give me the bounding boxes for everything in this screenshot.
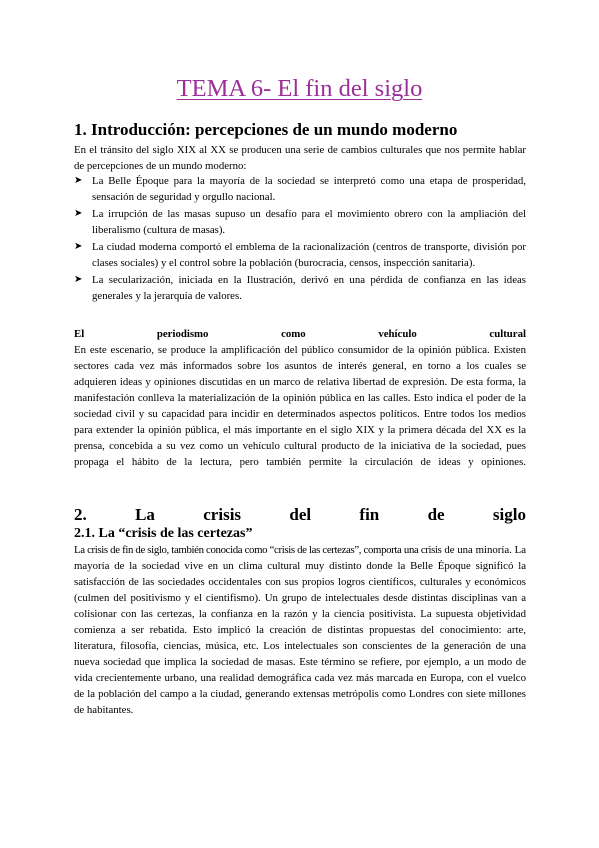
list-item: ➤ La secularización, iniciada en la Ilustración, derivó en una pérdida de confianza en las ideas generales y la jerarquía de valores. — [74, 274, 526, 302]
section-2-1-first-sentence: La crisis de fin de siglo, también conocida como “crisis de las certezas”, comporta una crisis — [74, 544, 442, 556]
arrowhead-bullet-icon: ➤ — [74, 175, 83, 186]
periodismo-paragraph: En este escenario, se produce la amplificación del público consumidor de la opinión pública. Existen sectores cada vez más informados sobre los asuntos de interés general, en torno a los cuales se adquieren ideas y opiniones discutidas en un marco de relativa libertad de expresión. De esta forma, la manifestación conlleva la materialización de la opinión pública en las calles. Esto indica el poder de la sociedad civil y su capacidad para incidir en determinados aspectos políticos. Entre todos los medios para extender la opinión pública, el más importante en el siglo XIX y la primera década del XX es la prensa, concebida a su vez como un vehículo cultural producto de la iniciativa de la sociedad, pues propaga el hábito de la lectura, pero también permite la circulación de ideas y opiniones. — [74, 344, 526, 468]
list-item: ➤ La irrupción de las masas supuso un desafío para el movimiento obrero con la ampliación del liberalismo (cultura de masas). — [74, 208, 526, 236]
section-2-1-heading: 2.1. La “crisis de las certezas” — [74, 526, 253, 541]
periodismo-heading: El periodismo como vehículo cultural — [74, 328, 526, 340]
bullet-list — [74, 173, 526, 305]
section-1-intro: En el tránsito del siglo XIX al XX se producen una serie de cambios culturales que nos permite hablar de percepciones de un mundo moderno: — [74, 144, 526, 172]
document-title: TEMA 6- El fin del siglo — [176, 75, 423, 102]
section-2-1-paragraph — [74, 542, 526, 718]
section-1-heading: 1. Introducción: percepciones de un mundo moderno — [74, 120, 458, 139]
section-2-heading: 2. La crisis del fin de siglo — [74, 505, 526, 524]
arrowhead-bullet-icon: ➤ — [74, 208, 83, 219]
arrowhead-bullet-icon: ➤ — [74, 274, 83, 285]
list-item: ➤ La Belle Époque para la mayoría de la sociedad se interpretó como una etapa de prosperidad, sensación de seguridad y orgullo nacional. — [74, 175, 526, 203]
section-2-1-body: de una minoría. La mayoría de la sociedad vive en un clima cultural muy distinto donde la Belle Époque significó la satisfacción de las sociedades occidentales con sus propios logros científicos, culturales y económicos (culmen del positivismo y el cientifismo). Un grupo de intelectuales desde distintas disciplinas van a colisionar con las certezas, la confianza en la razón y la ciencia positivista. La supuesta objetividad comienza a ser rebatida. Esto implicó la creación de distintas propuestas del conocimiento: arte, literatura, filosofía, ciencias, música, etc. Los intelectuales son conscientes de la generación de una nueva sociedad que implica la sociedad de masas. Este término se refiere, por ejemplo, a un modo de vida crecientemente urbano, una realidad demográfica cada vez más marcada en Europa, con el vuelco de la población del campo a la ciudad, generando extensas metrópolis como Londres con siete millones de habitantes. — [74, 544, 527, 716]
list-item: ➤ La ciudad moderna comportó el emblema de la racionalización (centros de transporte, división por clases sociales) y el control sobre la población (burocracia, censos, inspección sanitaria). — [74, 241, 526, 269]
arrowhead-bullet-icon: ➤ — [74, 241, 83, 252]
